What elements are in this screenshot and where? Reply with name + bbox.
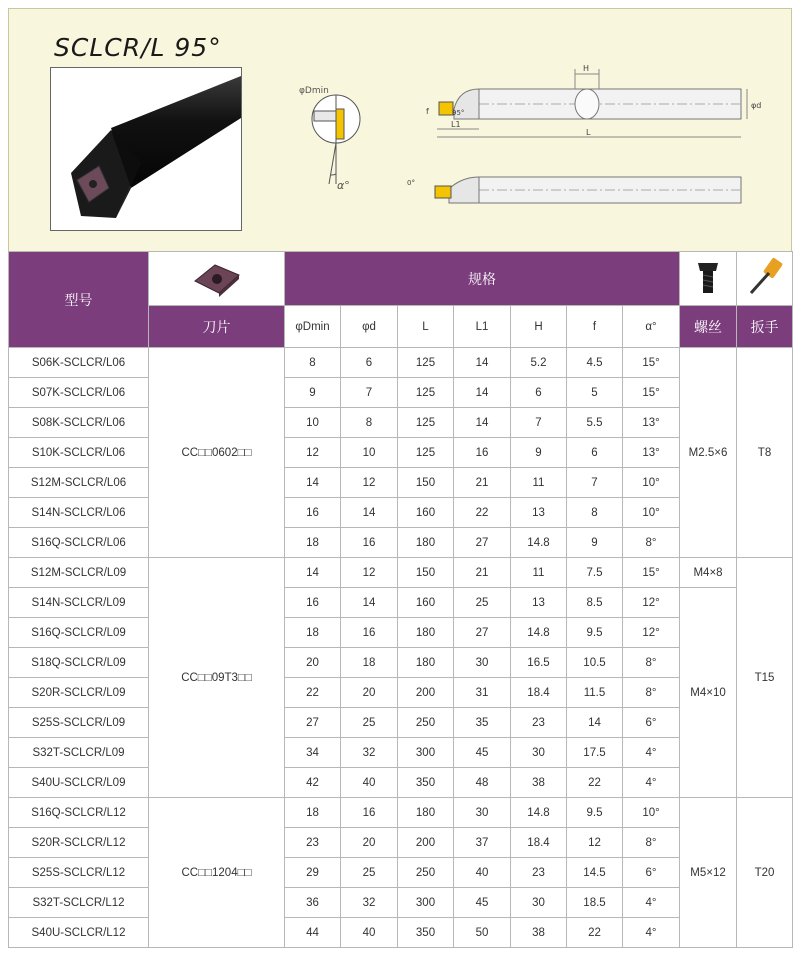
d-cell: 8 [341,408,398,438]
table-row [9,528,793,558]
model-cell: S20R-SCLCR/L12 [9,828,149,858]
dmin-cell: 14 [285,558,341,588]
H-cell: 38 [511,918,567,948]
L1-cell: 30 [454,648,511,678]
screw-cell: M5×12 [680,798,737,948]
table-row [9,678,793,708]
L1-cell: 27 [454,618,511,648]
H-cell: 6 [511,378,567,408]
f-cell: 22 [567,768,623,798]
header-L: L [398,306,454,348]
insert-cell: CC□□09T3□□ [149,558,285,798]
insert-cell: CC□□0602□□ [149,348,285,558]
L1-cell: 21 [454,558,511,588]
f-cell: 22 [567,918,623,948]
f-cell: 18.5 [567,888,623,918]
product-header-panel [8,8,792,252]
L-cell: 180 [398,648,454,678]
insert-cell: CC□□1204□□ [149,798,285,948]
L1-cell: 37 [454,828,511,858]
header-model: 型号 [9,252,149,348]
model-cell: S25S-SCLCR/L12 [9,858,149,888]
alpha-cell: 13° [623,438,680,468]
H-cell: 38 [511,768,567,798]
f-cell: 7 [567,468,623,498]
wrench-cell: T15 [737,558,793,798]
model-cell: S20R-SCLCR/L09 [9,678,149,708]
spec-table-body [9,348,793,948]
screw-cell: M4×8 [680,558,737,588]
d-cell: 14 [341,498,398,528]
screw-cell: M4×10 [680,588,737,798]
L-cell: 180 [398,528,454,558]
L1-cell: 50 [454,918,511,948]
d-cell: 18 [341,648,398,678]
l-label: L [586,128,591,137]
L-cell: 125 [398,438,454,468]
table-row [9,468,793,498]
table-row [9,858,793,888]
header-f: f [567,306,623,348]
model-cell: S40U-SCLCR/L12 [9,918,149,948]
alpha-cell: 4° [623,888,680,918]
L-cell: 350 [398,918,454,948]
model-cell: S40U-SCLCR/L09 [9,768,149,798]
f-cell: 9.5 [567,798,623,828]
H-cell: 14.8 [511,798,567,828]
f-cell: 11.5 [567,678,623,708]
table-row [9,498,793,528]
L-cell: 180 [398,798,454,828]
alpha-cell: 8° [623,828,680,858]
d-cell: 40 [341,768,398,798]
H-cell: 30 [511,888,567,918]
alpha-cell: 4° [623,918,680,948]
d-cell: 25 [341,858,398,888]
H-cell: 7 [511,408,567,438]
table-row [9,798,793,828]
alpha-cell: 15° [623,378,680,408]
f-cell: 7.5 [567,558,623,588]
header-dmin: φDmin [285,306,341,348]
dmin-cell: 36 [285,888,341,918]
alpha-cell: 13° [623,408,680,438]
phi-d-label: φd [751,101,762,110]
d-cell: 16 [341,618,398,648]
dmin-cell: 18 [285,798,341,828]
L1-cell: 16 [454,438,511,468]
L1-cell: 14 [454,348,511,378]
table-row [9,558,793,588]
L-cell: 300 [398,888,454,918]
H-cell: 13 [511,498,567,528]
alpha-cell: 10° [623,798,680,828]
f-cell: 8.5 [567,588,623,618]
L-cell: 350 [398,768,454,798]
header-insert: 刀片 [149,306,285,348]
H-cell: 30 [511,738,567,768]
d-cell: 40 [341,918,398,948]
model-cell: S16Q-SCLCR/L09 [9,618,149,648]
table-row [9,648,793,678]
model-cell: S25S-SCLCR/L09 [9,708,149,738]
dmin-cell: 42 [285,768,341,798]
H-cell: 5.2 [511,348,567,378]
table-row [9,618,793,648]
table-row [9,348,793,378]
dmin-cell: 8 [285,348,341,378]
L1-cell: 48 [454,768,511,798]
H-cell: 14.8 [511,528,567,558]
f-cell: 12 [567,828,623,858]
L-cell: 300 [398,738,454,768]
d-cell: 12 [341,558,398,588]
alpha-cell: 4° [623,738,680,768]
L-cell: 250 [398,708,454,738]
H-cell: 18.4 [511,828,567,858]
dmin-cell: 23 [285,828,341,858]
table-row [9,438,793,468]
H-cell: 23 [511,708,567,738]
header-spec: 规格 [285,252,680,306]
d-cell: 14 [341,588,398,618]
dmin-cell: 16 [285,588,341,618]
dmin-cell: 20 [285,648,341,678]
zero-angle-label: 0° [407,179,415,187]
L1-cell: 14 [454,378,511,408]
L1-cell: 21 [454,468,511,498]
screw-cell: M2.5×6 [680,348,737,558]
table-row [9,708,793,738]
d-cell: 7 [341,378,398,408]
model-cell: S32T-SCLCR/L09 [9,738,149,768]
L-cell: 150 [398,468,454,498]
wrench-cell: T20 [737,798,793,948]
f-label: f [426,107,429,116]
model-cell: S08K-SCLCR/L06 [9,408,149,438]
dmin-cell: 18 [285,528,341,558]
wrench-icon [743,255,787,299]
L-cell: 160 [398,498,454,528]
L1-cell: 45 [454,738,511,768]
L1-cell: 27 [454,528,511,558]
f-cell: 8 [567,498,623,528]
H-cell: 18.4 [511,678,567,708]
table-row [9,738,793,768]
boring-bar-image [51,68,241,230]
header-screw-image [680,252,737,306]
model-cell: S18Q-SCLCR/L09 [9,648,149,678]
alpha-cell: 8° [623,648,680,678]
dmin-cell: 22 [285,678,341,708]
alpha-cell: 10° [623,498,680,528]
L1-cell: 31 [454,678,511,708]
d-cell: 32 [341,888,398,918]
L-cell: 125 [398,348,454,378]
f-cell: 9 [567,528,623,558]
alpha-cell: 6° [623,858,680,888]
l1-label: L1 [451,120,461,129]
header-insert-image [149,252,285,306]
page-title: SCLCR/L 95° [54,33,222,62]
d-cell: 32 [341,738,398,768]
model-cell: S16Q-SCLCR/L06 [9,528,149,558]
header-alpha: α° [623,306,680,348]
insert-icon [189,259,245,299]
header-L1: L1 [454,306,511,348]
dmin-cell: 27 [285,708,341,738]
alpha-cell: 15° [623,558,680,588]
dmin-cell: 14 [285,468,341,498]
H-cell: 11 [511,558,567,588]
alpha-cell: 12° [623,618,680,648]
table-row [9,768,793,798]
L1-cell: 25 [454,588,511,618]
dmin-cell: 34 [285,738,341,768]
f-cell: 9.5 [567,618,623,648]
table-row [9,918,793,948]
model-cell: S12M-SCLCR/L06 [9,468,149,498]
L1-cell: 35 [454,708,511,738]
table-row [9,408,793,438]
dmin-cell: 9 [285,378,341,408]
f-cell: 4.5 [567,348,623,378]
model-cell: S10K-SCLCR/L06 [9,438,149,468]
table-row [9,888,793,918]
dmin-cell: 18 [285,618,341,648]
spec-table [8,251,793,948]
L-cell: 150 [398,558,454,588]
L1-cell: 22 [454,498,511,528]
model-cell: S12M-SCLCR/L09 [9,558,149,588]
h-label: H [583,64,590,73]
model-cell: S14N-SCLCR/L09 [9,588,149,618]
L-cell: 125 [398,378,454,408]
screw-icon [688,255,728,299]
alpha-cell: 4° [623,768,680,798]
H-cell: 13 [511,588,567,618]
alpha-label: α° [337,179,350,192]
dmin-cell: 12 [285,438,341,468]
f-cell: 14 [567,708,623,738]
L-cell: 125 [398,408,454,438]
L-cell: 160 [398,588,454,618]
header-H: H [511,306,567,348]
d-cell: 16 [341,528,398,558]
d-cell: 25 [341,708,398,738]
dimension-diagram [289,49,769,229]
angle-95-label: 95° [452,109,465,117]
f-cell: 5.5 [567,408,623,438]
model-cell: S32T-SCLCR/L12 [9,888,149,918]
H-cell: 14.8 [511,618,567,648]
dmin-cell: 44 [285,918,341,948]
H-cell: 23 [511,858,567,888]
dmin-label: φDmin [299,86,329,96]
L-cell: 200 [398,828,454,858]
dmin-cell: 10 [285,408,341,438]
model-cell: S06K-SCLCR/L06 [9,348,149,378]
header-d: φd [341,306,398,348]
d-cell: 6 [341,348,398,378]
L1-cell: 40 [454,858,511,888]
L-cell: 180 [398,618,454,648]
f-cell: 17.5 [567,738,623,768]
L-cell: 250 [398,858,454,888]
tool-photo [50,67,242,231]
d-cell: 20 [341,678,398,708]
L1-cell: 30 [454,798,511,828]
d-cell: 20 [341,828,398,858]
L1-cell: 45 [454,888,511,918]
table-row [9,588,793,618]
H-cell: 16.5 [511,648,567,678]
header-wrench-image [737,252,793,306]
table-row [9,378,793,408]
model-cell: S14N-SCLCR/L06 [9,498,149,528]
alpha-cell: 12° [623,588,680,618]
d-cell: 16 [341,798,398,828]
f-cell: 6 [567,438,623,468]
model-cell: S16Q-SCLCR/L12 [9,798,149,828]
H-cell: 9 [511,438,567,468]
header-wrench: 扳手 [737,306,793,348]
alpha-cell: 8° [623,528,680,558]
alpha-cell: 8° [623,678,680,708]
header-screw: 螺丝 [680,306,737,348]
d-cell: 12 [341,468,398,498]
table-row [9,828,793,858]
L1-cell: 14 [454,408,511,438]
f-cell: 10.5 [567,648,623,678]
L-cell: 200 [398,678,454,708]
f-cell: 14.5 [567,858,623,888]
dmin-cell: 29 [285,858,341,888]
alpha-cell: 15° [623,348,680,378]
dmin-cell: 16 [285,498,341,528]
wrench-cell: T8 [737,348,793,558]
model-cell: S07K-SCLCR/L06 [9,378,149,408]
f-cell: 5 [567,378,623,408]
alpha-cell: 10° [623,468,680,498]
H-cell: 11 [511,468,567,498]
d-cell: 10 [341,438,398,468]
alpha-cell: 6° [623,708,680,738]
